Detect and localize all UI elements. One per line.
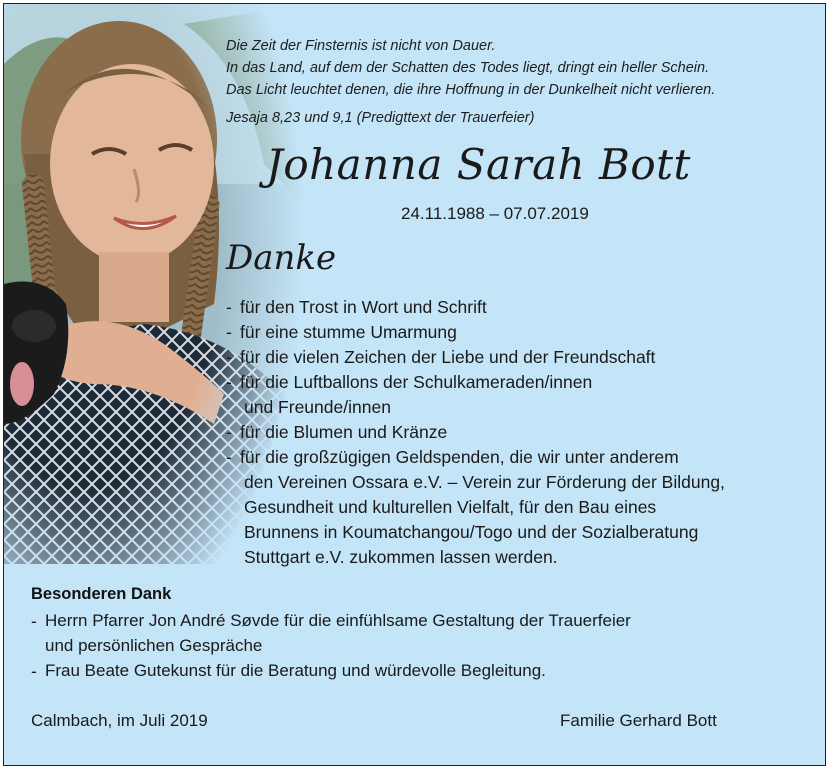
list-dash: - <box>226 347 232 367</box>
besonderen-dank-heading: Besonderen Dank <box>31 585 172 603</box>
family-signature: Familie Gerhard Bott <box>560 711 717 730</box>
list-item: für eine stumme Umarmung <box>240 322 457 342</box>
list-dash: - <box>226 322 232 342</box>
list-item: für die Luftballons der Schulkameraden/innen <box>240 372 593 392</box>
danke-heading: Danke <box>226 238 337 278</box>
list-dash: - <box>226 422 232 442</box>
list-item-continuation: Gesundheit und kulturellen Vielfalt, für den Bau eines <box>244 497 657 517</box>
list-item-continuation: und Freunde/innen <box>244 397 391 417</box>
deceased-name: Johanna Sarah Bott <box>266 140 691 189</box>
list-item-continuation: und persönlichen Gespräche <box>45 636 263 655</box>
list-item: für die großzügigen Geldspenden, die wir unter anderem <box>240 447 679 467</box>
list-dash: - <box>31 661 37 681</box>
list-item: Frau Beate Gutekunst für die Beratung und würdevolle Begleitung. <box>45 661 546 680</box>
quote-line-1: Die Zeit der Finsternis ist nicht von Dauer. <box>226 38 496 54</box>
list-item: für den Trost in Wort und Schrift <box>240 297 487 317</box>
list-dash: - <box>31 611 37 631</box>
life-dates: 24.11.1988 – 07.07.2019 <box>401 204 589 223</box>
list-dash: - <box>226 297 232 317</box>
list-dash: - <box>226 447 232 467</box>
obituary-card <box>3 3 826 766</box>
list-item: für die Blumen und Kränze <box>240 422 448 442</box>
list-item-continuation: den Vereinen Ossara e.V. – Verein zur Förderung der Bildung, <box>244 472 725 492</box>
quote-source: Jesaja 8,23 und 9,1 (Predigttext der Trauerfeier) <box>226 110 535 126</box>
list-item: Herrn Pfarrer Jon André Søvde für die einfühlsame Gestaltung der Trauerfeier <box>45 611 631 630</box>
list-item: für die vielen Zeichen der Liebe und der Freundschaft <box>240 347 656 367</box>
list-dash: - <box>226 372 232 392</box>
quote-line-3: Das Licht leuchtet denen, die ihre Hoffnung in der Dunkelheit nicht verlieren. <box>226 82 716 98</box>
place-date: Calmbach, im Juli 2019 <box>31 711 208 730</box>
list-item-continuation: Stuttgart e.V. zukommen lassen werden. <box>244 547 558 567</box>
quote-line-2: In das Land, auf dem der Schatten des Todes liegt, dringt ein heller Schein. <box>226 60 710 76</box>
list-item-continuation: Brunnens in Koumatchangou/Togo und der Sozialberatung <box>244 522 699 542</box>
